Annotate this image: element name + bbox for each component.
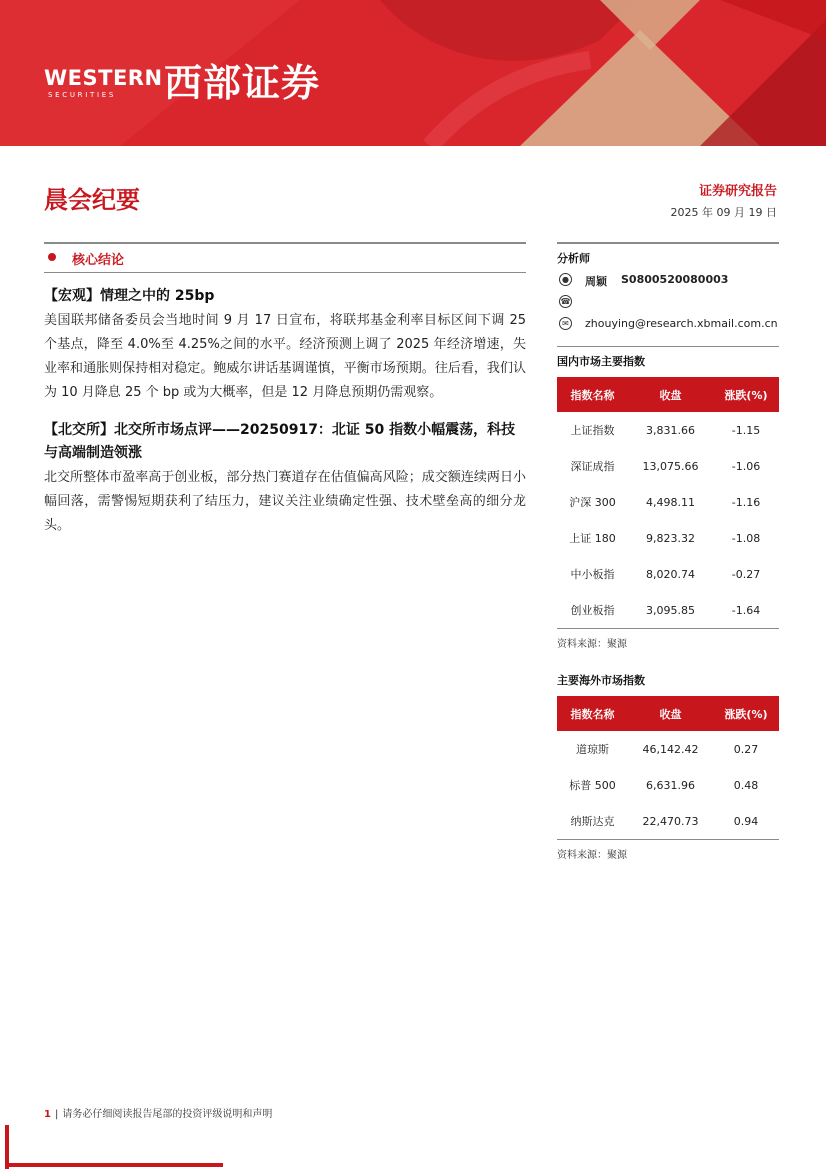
index-change: -1.15 (731, 423, 761, 437)
column-header: 指数名称 (557, 696, 628, 731)
report-date: 2025 年 09 月 19 日 (670, 206, 777, 219)
analyst-name: 周颖 (585, 275, 607, 288)
corner-mark (5, 1163, 223, 1167)
table-row (557, 767, 779, 803)
index-change: 0.94 (713, 803, 779, 840)
document-title: 晨会纪要 (44, 185, 140, 214)
index-name: 中小板指 (570, 568, 615, 581)
index-name: 深证成指 (570, 460, 615, 473)
core-conclusion-header (44, 242, 526, 273)
phone-icon: ☎ (560, 297, 571, 306)
data-source: 资料来源：聚源 (557, 850, 627, 861)
index-name: 纳斯达克 (557, 803, 628, 840)
logo-sub: SECURITIES (48, 91, 117, 99)
index-close: 13,075.66 (642, 459, 699, 473)
domestic-index-table (557, 377, 779, 629)
table-row (557, 520, 779, 556)
table-row (557, 448, 779, 484)
analyst-email[interactable]: zhouying@research.xbmail.com.cn (585, 317, 778, 330)
index-change: 0.48 (733, 778, 759, 792)
core-conclusion-title: 核心结论 (72, 253, 125, 268)
bullet-dot-icon (48, 253, 56, 261)
article-body: 美国联邦储备委员会当地时间 9 月 17 日宣布，将联邦基金利率目标区间下调 25 个基点，降至 4.0%至 4.25%之间的水平。经济预测上调了 2025 年经济增速，失业率和通胀则保持相对稳定。鲍威尔讲话基调谨慎，平衡市场预期。往后看，我们认为 10 月降息 25 个 bp 或为大概率，但是 12 月降息预期仍需观察。 (44, 313, 526, 400)
report-type: 证券研究报告 (698, 184, 777, 199)
index-name: 上证指数 (570, 424, 615, 437)
domestic-index-title: 国内市场主要指数 (557, 346, 779, 369)
footer-separator: | (54, 1109, 59, 1120)
index-close: 6,631.96 (646, 778, 695, 792)
index-change: 0.27 (733, 742, 759, 756)
column-header: 指数名称 (557, 377, 628, 412)
page-footer (44, 1105, 272, 1120)
overseas-index-title: 主要海外市场指数 (557, 674, 645, 687)
index-close: 9,823.32 (646, 531, 695, 545)
analyst-certificate: S0800520080003 (621, 273, 729, 286)
index-change: -1.06 (731, 459, 761, 473)
person-icon: ● (559, 273, 572, 286)
table-row (557, 731, 779, 767)
index-close: 8,020.74 (646, 567, 695, 581)
analyst-name-row (557, 270, 779, 292)
index-close: 22,470.73 (628, 803, 713, 840)
index-close: 46,142.42 (642, 742, 699, 756)
column-header: 收盘 (628, 696, 713, 731)
email-icon: ✉ (559, 317, 572, 330)
overseas-index-table (557, 696, 779, 840)
page-number: 1 (44, 1109, 51, 1120)
analyst-header: 分析师 (557, 242, 779, 270)
index-name: 创业板指 (557, 592, 628, 629)
main-content (44, 242, 526, 538)
logo-cn: 西部证券 (164, 61, 321, 105)
table-row (557, 484, 779, 520)
sidebar (557, 242, 779, 861)
analyst-email-row (557, 314, 779, 336)
article-macro (44, 285, 526, 405)
column-header: 涨跌(%) (713, 377, 779, 412)
index-change: -0.27 (731, 567, 761, 581)
column-header: 收盘 (628, 377, 713, 412)
index-name: 标普 500 (569, 779, 616, 792)
table-row (557, 592, 779, 629)
table-row (557, 412, 779, 448)
article-bse (44, 419, 526, 538)
index-close: 3,831.66 (646, 423, 695, 437)
data-source: 资料来源：聚源 (557, 639, 627, 650)
index-name: 道琼斯 (576, 743, 610, 756)
header-banner (0, 0, 826, 146)
analyst-phone-row (557, 292, 779, 314)
index-close: 4,498.11 (646, 495, 695, 509)
table-row (557, 556, 779, 592)
column-header: 涨跌(%) (713, 696, 779, 731)
disclaimer-text: 请务必仔细阅读报告尾部的投资评级说明和声明 (62, 1109, 273, 1120)
index-close: 3,095.85 (628, 592, 713, 629)
logo-en: WESTERN (44, 66, 163, 90)
index-name: 沪深 300 (569, 496, 616, 509)
index-name: 上证 180 (569, 532, 616, 545)
index-change: -1.64 (713, 592, 779, 629)
article-title: 【北交所】北交所市场点评——20250917：北证 50 指数小幅震荡，科技与高端制造领涨 (44, 422, 516, 461)
article-title: 【宏观】情理之中的 25bp (44, 288, 215, 304)
index-change: -1.08 (731, 531, 761, 545)
index-change: -1.16 (731, 495, 761, 509)
table-row (557, 803, 779, 840)
article-body: 北交所整体市盈率高于创业板，部分热门赛道存在估值偏高风险；成交额连续两日小幅回落，需警惕短期获利了结压力，建议关注业绩确定性强、技术壁垒高的细分龙头。 (44, 470, 526, 533)
